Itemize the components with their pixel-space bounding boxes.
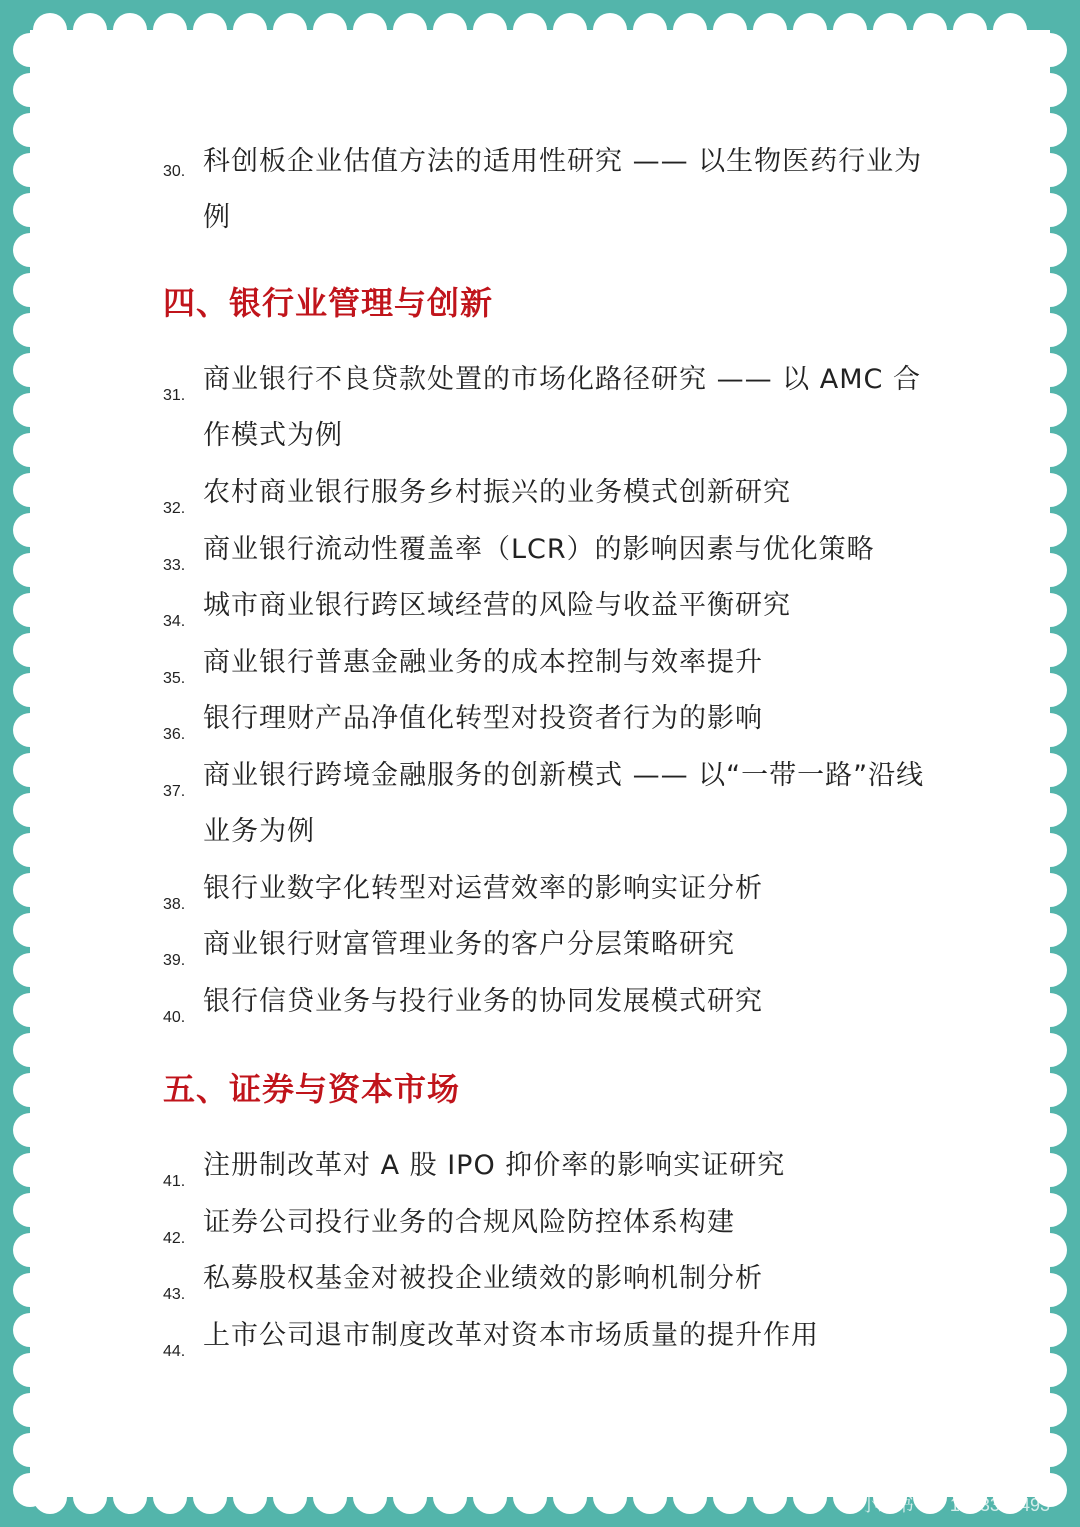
item-number: 33. (163, 557, 186, 574)
item-number: 43. (163, 1286, 186, 1303)
item-text: 商业银行普惠金融业务的成本控制与效率提升 (203, 647, 763, 678)
item-text: 商业银行流动性覆盖率（LCR）的影响因素与优化策略 (203, 534, 875, 565)
item-number: 37. (163, 783, 186, 800)
item-number: 36. (163, 726, 186, 743)
item-text: 银行业数字化转型对运营效率的影响实证分析 (203, 873, 763, 904)
section-heading-securities: 五、证券与资本市场 (163, 1070, 461, 1108)
item-text: 注册制改革对 A 股 IPO 抑价率的影响实证研究 (203, 1150, 786, 1181)
section-heading-banking: 四、银行业管理与创新 (163, 284, 494, 322)
item-text: 城市商业银行跨区域经营的风险与收益平衡研究 (203, 590, 791, 621)
item-text: 证券公司投行业务的合规风险防控体系构建 (203, 1207, 735, 1238)
item-number: 38. (163, 896, 186, 913)
item-text: 银行信贷业务与投行业务的协同发展模式研究 (203, 986, 763, 1017)
item-number: 34. (163, 613, 186, 630)
item-text: 农村商业银行服务乡村振兴的业务模式创新研究 (203, 477, 791, 508)
item-text: 商业银行不良贷款处置的市场化路径研究 —— 以 AMC 合作模式为例 (203, 364, 921, 451)
item-number: 42. (163, 1230, 186, 1247)
item-number: 32. (163, 500, 186, 517)
item-text: 商业银行跨境金融服务的创新模式 —— 以“一带一路”沿线业务为例 (203, 760, 925, 847)
item-number: 41. (163, 1173, 186, 1190)
watermark: 小红书号：1233389493 (859, 1495, 1050, 1515)
item-number: 30. (163, 163, 186, 180)
item-text: 银行理财产品净值化转型对投资者行为的影响 (203, 703, 763, 734)
item-text: 科创板企业估值方法的适用性研究 —— 以生物医药行业为例 (203, 146, 923, 233)
item-number: 40. (163, 1009, 186, 1026)
item-text: 商业银行财富管理业务的客户分层策略研究 (203, 929, 735, 960)
item-number: 44. (163, 1343, 186, 1360)
item-text: 私募股权基金对被投企业绩效的影响机制分析 (203, 1263, 763, 1294)
item-number: 31. (163, 387, 186, 404)
item-text: 上市公司退市制度改革对资本市场质量的提升作用 (203, 1320, 819, 1351)
item-number: 35. (163, 670, 186, 687)
item-number: 39. (163, 952, 186, 969)
